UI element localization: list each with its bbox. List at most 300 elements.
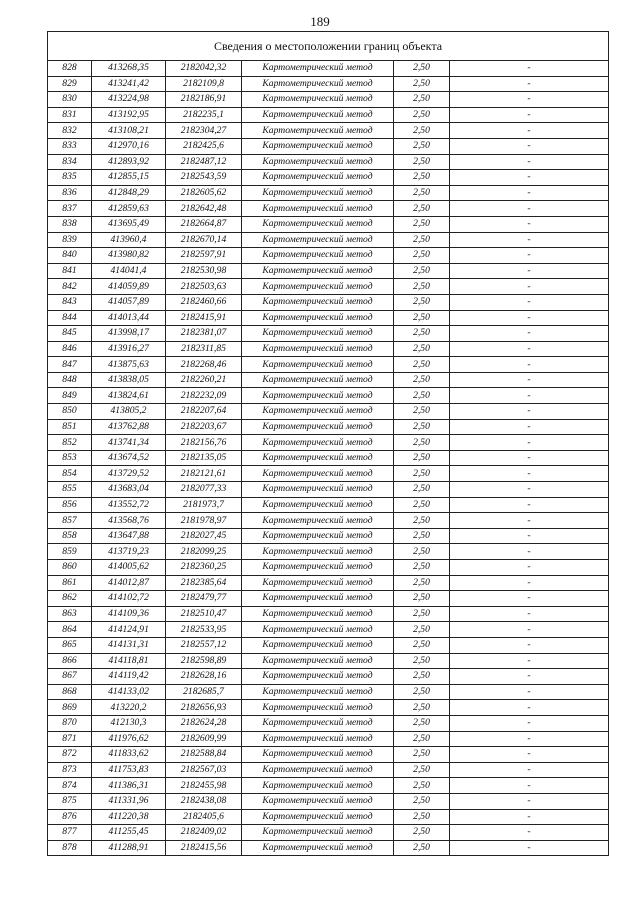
precision-cell: 2,50 xyxy=(394,840,450,856)
precision-cell: 2,50 xyxy=(394,684,450,700)
precision-cell: 2,50 xyxy=(394,793,450,809)
coord-x-cell: 414057,89 xyxy=(92,294,166,310)
method-cell: Картометрический метод xyxy=(242,92,394,108)
coord-x-cell: 413719,23 xyxy=(92,544,166,560)
coord-y-cell: 2182438,08 xyxy=(166,793,242,809)
point-number-cell: 874 xyxy=(48,778,92,794)
note-cell: - xyxy=(450,497,609,513)
table-row xyxy=(48,637,609,653)
coord-x-cell: 413824,61 xyxy=(92,388,166,404)
coord-y-cell: 2182503,63 xyxy=(166,279,242,295)
table-row xyxy=(48,341,609,357)
precision-cell: 2,50 xyxy=(394,123,450,139)
method-cell: Картометрический метод xyxy=(242,778,394,794)
table-row xyxy=(48,591,609,607)
table-row xyxy=(48,715,609,731)
coord-x-cell: 414059,89 xyxy=(92,279,166,295)
coord-x-cell: 413741,34 xyxy=(92,435,166,451)
coord-x-cell: 412130,3 xyxy=(92,715,166,731)
point-number-cell: 847 xyxy=(48,357,92,373)
coord-x-cell: 414133,02 xyxy=(92,684,166,700)
point-number-cell: 837 xyxy=(48,201,92,217)
table-row xyxy=(48,76,609,92)
table-row xyxy=(48,279,609,295)
note-cell: - xyxy=(450,170,609,186)
method-cell: Картометрический метод xyxy=(242,76,394,92)
coord-x-cell: 411331,96 xyxy=(92,793,166,809)
note-cell: - xyxy=(450,653,609,669)
precision-cell: 2,50 xyxy=(394,185,450,201)
coord-y-cell: 2182409,02 xyxy=(166,825,242,841)
precision-cell: 2,50 xyxy=(394,248,450,264)
method-cell: Картометрический метод xyxy=(242,388,394,404)
note-cell: - xyxy=(450,762,609,778)
coord-x-cell: 413241,42 xyxy=(92,76,166,92)
coord-x-cell: 412859,63 xyxy=(92,201,166,217)
coord-x-cell: 411753,83 xyxy=(92,762,166,778)
point-number-cell: 867 xyxy=(48,669,92,685)
precision-cell: 2,50 xyxy=(394,138,450,154)
point-number-cell: 865 xyxy=(48,637,92,653)
point-number-cell: 878 xyxy=(48,840,92,856)
note-cell: - xyxy=(450,232,609,248)
coord-x-cell: 411220,38 xyxy=(92,809,166,825)
coord-y-cell: 2182487,12 xyxy=(166,154,242,170)
table-row xyxy=(48,560,609,576)
method-cell: Картометрический метод xyxy=(242,123,394,139)
table-row xyxy=(48,138,609,154)
method-cell: Картометрический метод xyxy=(242,482,394,498)
precision-cell: 2,50 xyxy=(394,279,450,295)
method-cell: Картометрический метод xyxy=(242,669,394,685)
method-cell: Картометрический метод xyxy=(242,450,394,466)
table-row xyxy=(48,762,609,778)
coord-y-cell: 2182186,91 xyxy=(166,92,242,108)
precision-cell: 2,50 xyxy=(394,653,450,669)
method-cell: Картометрический метод xyxy=(242,466,394,482)
method-cell: Картометрический метод xyxy=(242,528,394,544)
method-cell: Картометрический метод xyxy=(242,61,394,77)
coord-x-cell: 412970,16 xyxy=(92,138,166,154)
method-cell: Картометрический метод xyxy=(242,294,394,310)
table-row xyxy=(48,482,609,498)
precision-cell: 2,50 xyxy=(394,435,450,451)
table-row xyxy=(48,435,609,451)
method-cell: Картометрический метод xyxy=(242,606,394,622)
point-number-cell: 853 xyxy=(48,450,92,466)
note-cell: - xyxy=(450,622,609,638)
point-number-cell: 828 xyxy=(48,61,92,77)
table-row xyxy=(48,840,609,856)
point-number-cell: 848 xyxy=(48,372,92,388)
precision-cell: 2,50 xyxy=(394,513,450,529)
method-cell: Картометрический метод xyxy=(242,793,394,809)
precision-cell: 2,50 xyxy=(394,747,450,763)
method-cell: Картометрический метод xyxy=(242,279,394,295)
coord-y-cell: 2182135,05 xyxy=(166,450,242,466)
note-cell: - xyxy=(450,825,609,841)
point-number-cell: 843 xyxy=(48,294,92,310)
coord-y-cell: 2182415,56 xyxy=(166,840,242,856)
coord-y-cell: 2182510,47 xyxy=(166,606,242,622)
table-row xyxy=(48,653,609,669)
coord-y-cell: 2182304,27 xyxy=(166,123,242,139)
precision-cell: 2,50 xyxy=(394,528,450,544)
coord-x-cell: 414012,87 xyxy=(92,575,166,591)
method-cell: Картометрический метод xyxy=(242,544,394,560)
table-row xyxy=(48,154,609,170)
point-number-cell: 833 xyxy=(48,138,92,154)
method-cell: Картометрический метод xyxy=(242,731,394,747)
point-number-cell: 871 xyxy=(48,731,92,747)
coord-y-cell: 2182628,16 xyxy=(166,669,242,685)
precision-cell: 2,50 xyxy=(394,388,450,404)
coord-x-cell: 413695,49 xyxy=(92,216,166,232)
method-cell: Картометрический метод xyxy=(242,341,394,357)
note-cell: - xyxy=(450,372,609,388)
note-cell: - xyxy=(450,154,609,170)
note-cell: - xyxy=(450,715,609,731)
coord-y-cell: 2182642,48 xyxy=(166,201,242,217)
note-cell: - xyxy=(450,466,609,482)
coord-x-cell: 414005,62 xyxy=(92,560,166,576)
precision-cell: 2,50 xyxy=(394,575,450,591)
precision-cell: 2,50 xyxy=(394,326,450,342)
coord-y-cell: 2182479,77 xyxy=(166,591,242,607)
coord-x-cell: 411833,62 xyxy=(92,747,166,763)
table-row xyxy=(48,575,609,591)
coord-x-cell: 412893,92 xyxy=(92,154,166,170)
note-cell: - xyxy=(450,528,609,544)
note-cell: - xyxy=(450,669,609,685)
method-cell: Картометрический метод xyxy=(242,684,394,700)
point-number-cell: 866 xyxy=(48,653,92,669)
coord-y-cell: 2182656,93 xyxy=(166,700,242,716)
precision-cell: 2,50 xyxy=(394,294,450,310)
method-cell: Картометрический метод xyxy=(242,232,394,248)
table-row xyxy=(48,216,609,232)
coord-y-cell: 2182260,21 xyxy=(166,372,242,388)
note-cell: - xyxy=(450,840,609,856)
coord-x-cell: 414102,72 xyxy=(92,591,166,607)
coord-y-cell: 2182415,91 xyxy=(166,310,242,326)
coord-x-cell: 413568,76 xyxy=(92,513,166,529)
precision-cell: 2,50 xyxy=(394,731,450,747)
note-cell: - xyxy=(450,388,609,404)
coord-y-cell: 2182203,67 xyxy=(166,419,242,435)
table-row xyxy=(48,528,609,544)
note-cell: - xyxy=(450,201,609,217)
point-number-cell: 856 xyxy=(48,497,92,513)
coord-y-cell: 2182597,91 xyxy=(166,248,242,264)
note-cell: - xyxy=(450,793,609,809)
method-cell: Картометрический метод xyxy=(242,107,394,123)
precision-cell: 2,50 xyxy=(394,450,450,466)
coord-x-cell: 411288,91 xyxy=(92,840,166,856)
point-number-cell: 876 xyxy=(48,809,92,825)
coord-y-cell: 2182207,64 xyxy=(166,404,242,420)
coord-x-cell: 414118,81 xyxy=(92,653,166,669)
table-row xyxy=(48,326,609,342)
table-row xyxy=(48,622,609,638)
method-cell: Картометрический метод xyxy=(242,357,394,373)
point-number-cell: 834 xyxy=(48,154,92,170)
coord-x-cell: 413683,04 xyxy=(92,482,166,498)
coord-y-cell: 2182268,46 xyxy=(166,357,242,373)
coord-y-cell: 2182530,98 xyxy=(166,263,242,279)
precision-cell: 2,50 xyxy=(394,700,450,716)
coord-y-cell: 2182232,09 xyxy=(166,388,242,404)
table-row xyxy=(48,170,609,186)
note-cell: - xyxy=(450,248,609,264)
point-number-cell: 870 xyxy=(48,715,92,731)
note-cell: - xyxy=(450,76,609,92)
method-cell: Картометрический метод xyxy=(242,591,394,607)
method-cell: Картометрический метод xyxy=(242,310,394,326)
method-cell: Картометрический метод xyxy=(242,372,394,388)
note-cell: - xyxy=(450,138,609,154)
coord-y-cell: 2182533,95 xyxy=(166,622,242,638)
note-cell: - xyxy=(450,544,609,560)
precision-cell: 2,50 xyxy=(394,170,450,186)
coord-x-cell: 414013,44 xyxy=(92,310,166,326)
precision-cell: 2,50 xyxy=(394,341,450,357)
point-number-cell: 849 xyxy=(48,388,92,404)
table-row xyxy=(48,497,609,513)
coord-y-cell: 2182027,45 xyxy=(166,528,242,544)
boundary-table xyxy=(47,31,609,856)
method-cell: Картометрический метод xyxy=(242,216,394,232)
coord-x-cell: 413647,88 xyxy=(92,528,166,544)
point-number-cell: 831 xyxy=(48,107,92,123)
method-cell: Картометрический метод xyxy=(242,700,394,716)
table-row xyxy=(48,310,609,326)
method-cell: Картометрический метод xyxy=(242,138,394,154)
table-row xyxy=(48,684,609,700)
table-row xyxy=(48,513,609,529)
note-cell: - xyxy=(450,419,609,435)
table-row xyxy=(48,92,609,108)
table-row xyxy=(48,731,609,747)
note-cell: - xyxy=(450,450,609,466)
note-cell: - xyxy=(450,92,609,108)
page-number: 189 xyxy=(310,14,330,29)
precision-cell: 2,50 xyxy=(394,92,450,108)
coord-y-cell: 2182567,03 xyxy=(166,762,242,778)
coord-y-cell: 2182543,59 xyxy=(166,170,242,186)
table-row xyxy=(48,606,609,622)
point-number-cell: 838 xyxy=(48,216,92,232)
coord-x-cell: 412848,29 xyxy=(92,185,166,201)
precision-cell: 2,50 xyxy=(394,715,450,731)
coord-y-cell: 2182077,33 xyxy=(166,482,242,498)
coord-y-cell: 2182042,32 xyxy=(166,61,242,77)
method-cell: Картометрический метод xyxy=(242,809,394,825)
coord-y-cell: 2182381,07 xyxy=(166,326,242,342)
note-cell: - xyxy=(450,107,609,123)
coord-x-cell: 411255,45 xyxy=(92,825,166,841)
point-number-cell: 858 xyxy=(48,528,92,544)
coord-y-cell: 2182385,64 xyxy=(166,575,242,591)
method-cell: Картометрический метод xyxy=(242,825,394,841)
note-cell: - xyxy=(450,731,609,747)
method-cell: Картометрический метод xyxy=(242,653,394,669)
note-cell: - xyxy=(450,591,609,607)
precision-cell: 2,50 xyxy=(394,762,450,778)
note-cell: - xyxy=(450,123,609,139)
point-number-cell: 869 xyxy=(48,700,92,716)
method-cell: Картометрический метод xyxy=(242,513,394,529)
method-cell: Картометрический метод xyxy=(242,419,394,435)
precision-cell: 2,50 xyxy=(394,482,450,498)
precision-cell: 2,50 xyxy=(394,310,450,326)
coord-x-cell: 411976,62 xyxy=(92,731,166,747)
coord-y-cell: 2182557,12 xyxy=(166,637,242,653)
coord-x-cell: 414041,4 xyxy=(92,263,166,279)
point-number-cell: 835 xyxy=(48,170,92,186)
table-row xyxy=(48,778,609,794)
coord-x-cell: 413674,52 xyxy=(92,450,166,466)
coord-x-cell: 413875,63 xyxy=(92,357,166,373)
precision-cell: 2,50 xyxy=(394,76,450,92)
precision-cell: 2,50 xyxy=(394,809,450,825)
method-cell: Картометрический метод xyxy=(242,575,394,591)
note-cell: - xyxy=(450,61,609,77)
note-cell: - xyxy=(450,700,609,716)
table-row xyxy=(48,201,609,217)
note-cell: - xyxy=(450,404,609,420)
method-cell: Картометрический метод xyxy=(242,747,394,763)
point-number-cell: 875 xyxy=(48,793,92,809)
coord-x-cell: 413762,88 xyxy=(92,419,166,435)
table-row xyxy=(48,793,609,809)
note-cell: - xyxy=(450,778,609,794)
note-cell: - xyxy=(450,357,609,373)
note-cell: - xyxy=(450,185,609,201)
point-number-cell: 868 xyxy=(48,684,92,700)
point-number-cell: 863 xyxy=(48,606,92,622)
precision-cell: 2,50 xyxy=(394,61,450,77)
coord-y-cell: 2182121,61 xyxy=(166,466,242,482)
point-number-cell: 829 xyxy=(48,76,92,92)
point-number-cell: 830 xyxy=(48,92,92,108)
point-number-cell: 844 xyxy=(48,310,92,326)
coord-x-cell: 413224,98 xyxy=(92,92,166,108)
table-row xyxy=(48,809,609,825)
table-row xyxy=(48,123,609,139)
point-number-cell: 850 xyxy=(48,404,92,420)
note-cell: - xyxy=(450,216,609,232)
method-cell: Картометрический метод xyxy=(242,185,394,201)
precision-cell: 2,50 xyxy=(394,201,450,217)
coord-x-cell: 413268,35 xyxy=(92,61,166,77)
point-number-cell: 839 xyxy=(48,232,92,248)
coord-x-cell: 413729,52 xyxy=(92,466,166,482)
precision-cell: 2,50 xyxy=(394,263,450,279)
table-row xyxy=(48,669,609,685)
method-cell: Картометрический метод xyxy=(242,637,394,653)
precision-cell: 2,50 xyxy=(394,232,450,248)
note-cell: - xyxy=(450,747,609,763)
coord-x-cell: 412855,15 xyxy=(92,170,166,186)
note-cell: - xyxy=(450,637,609,653)
method-cell: Картометрический метод xyxy=(242,560,394,576)
method-cell: Картометрический метод xyxy=(242,715,394,731)
coord-y-cell: 2182670,14 xyxy=(166,232,242,248)
note-cell: - xyxy=(450,684,609,700)
coord-x-cell: 413916,27 xyxy=(92,341,166,357)
note-cell: - xyxy=(450,513,609,529)
point-number-cell: 861 xyxy=(48,575,92,591)
note-cell: - xyxy=(450,482,609,498)
coord-y-cell: 2182156,76 xyxy=(166,435,242,451)
table-row xyxy=(48,263,609,279)
table-row xyxy=(48,294,609,310)
point-number-cell: 841 xyxy=(48,263,92,279)
precision-cell: 2,50 xyxy=(394,154,450,170)
table-caption: Сведения о местоположении границ объекта xyxy=(48,32,609,61)
table-row xyxy=(48,747,609,763)
coord-x-cell: 413192,95 xyxy=(92,107,166,123)
precision-cell: 2,50 xyxy=(394,622,450,638)
precision-cell: 2,50 xyxy=(394,404,450,420)
coord-x-cell: 413960,4 xyxy=(92,232,166,248)
point-number-cell: 836 xyxy=(48,185,92,201)
note-cell: - xyxy=(450,263,609,279)
point-number-cell: 842 xyxy=(48,279,92,295)
precision-cell: 2,50 xyxy=(394,357,450,373)
method-cell: Картометрический метод xyxy=(242,840,394,856)
table-row xyxy=(48,107,609,123)
point-number-cell: 845 xyxy=(48,326,92,342)
table-body xyxy=(48,32,609,856)
method-cell: Картометрический метод xyxy=(242,263,394,279)
coord-y-cell: 2182099,25 xyxy=(166,544,242,560)
method-cell: Картометрический метод xyxy=(242,435,394,451)
precision-cell: 2,50 xyxy=(394,466,450,482)
note-cell: - xyxy=(450,575,609,591)
note-cell: - xyxy=(450,279,609,295)
method-cell: Картометрический метод xyxy=(242,170,394,186)
point-number-cell: 852 xyxy=(48,435,92,451)
method-cell: Картометрический метод xyxy=(242,201,394,217)
method-cell: Картометрический метод xyxy=(242,248,394,264)
point-number-cell: 855 xyxy=(48,482,92,498)
table-row xyxy=(48,544,609,560)
coord-y-cell: 2182360,25 xyxy=(166,560,242,576)
point-number-cell: 860 xyxy=(48,560,92,576)
table-row xyxy=(48,185,609,201)
coord-y-cell: 2182109,8 xyxy=(166,76,242,92)
point-number-cell: 846 xyxy=(48,341,92,357)
table-row xyxy=(48,404,609,420)
method-cell: Картометрический метод xyxy=(242,762,394,778)
note-cell: - xyxy=(450,560,609,576)
point-number-cell: 857 xyxy=(48,513,92,529)
point-number-cell: 832 xyxy=(48,123,92,139)
note-cell: - xyxy=(450,809,609,825)
coord-y-cell: 2182664,87 xyxy=(166,216,242,232)
coord-x-cell: 413220,2 xyxy=(92,700,166,716)
coord-y-cell: 2181978,97 xyxy=(166,513,242,529)
precision-cell: 2,50 xyxy=(394,606,450,622)
point-number-cell: 851 xyxy=(48,419,92,435)
table-row xyxy=(48,357,609,373)
precision-cell: 2,50 xyxy=(394,637,450,653)
table-row xyxy=(48,248,609,264)
method-cell: Картометрический метод xyxy=(242,497,394,513)
coord-y-cell: 2182425,6 xyxy=(166,138,242,154)
